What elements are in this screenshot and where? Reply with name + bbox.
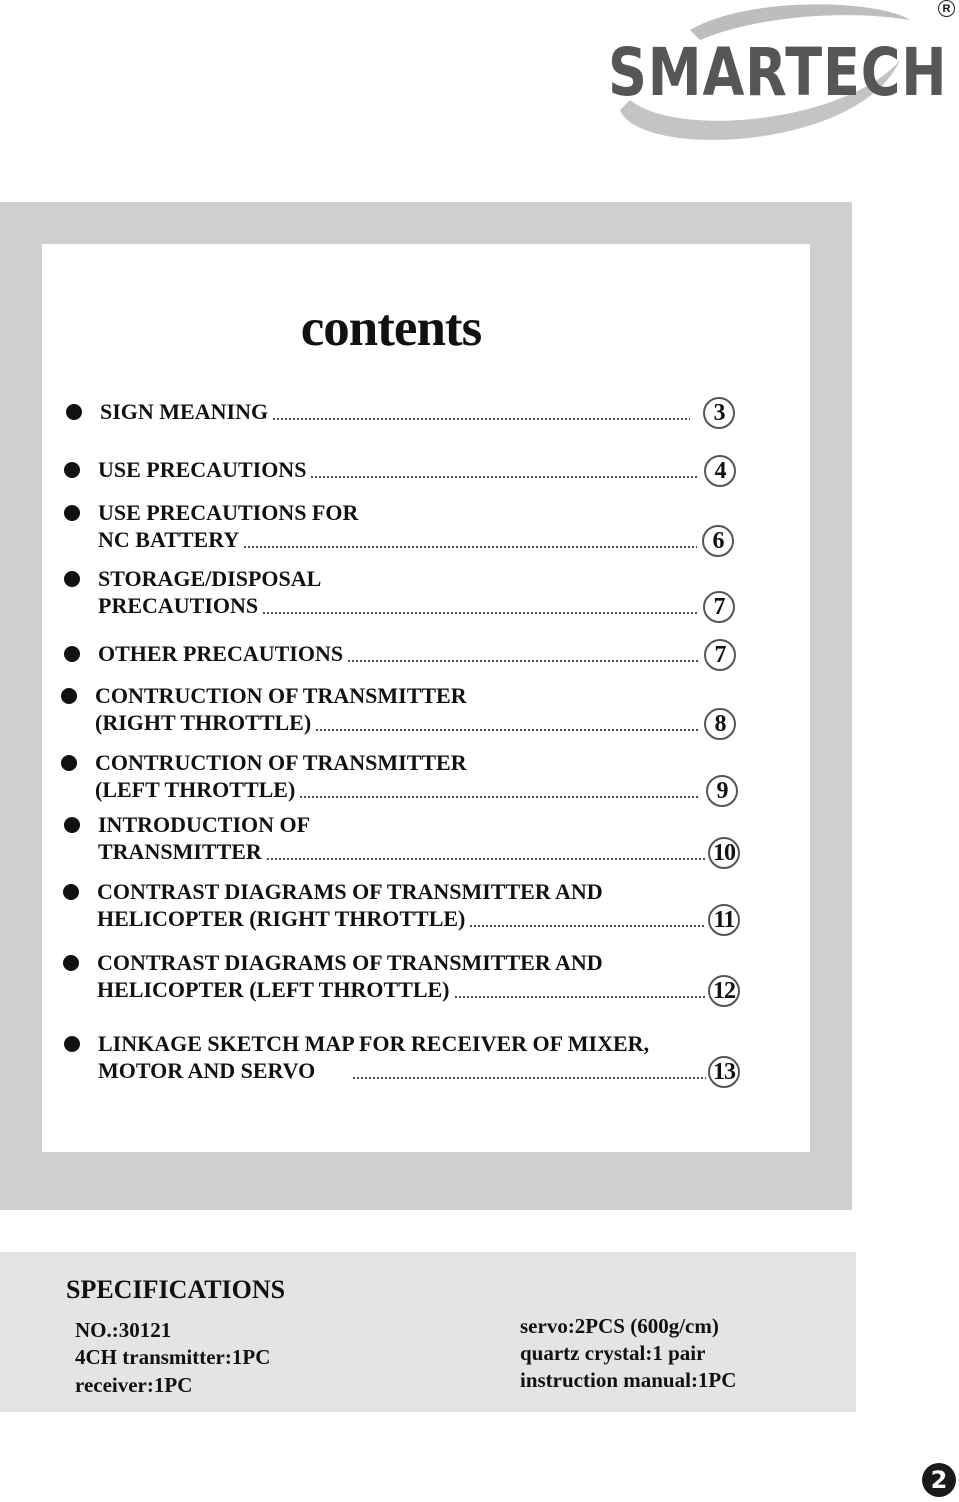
spec-item: servo:2PCS (600g/cm)	[520, 1314, 719, 1338]
toc-entry-text: (LEFT THROTTLE)	[95, 777, 296, 802]
bullet-icon	[63, 884, 79, 900]
toc-entry-text: TRANSMITTER	[98, 839, 262, 864]
toc-entry-text: HELICOPTER (RIGHT THROTTLE)	[97, 906, 466, 931]
bullet-icon	[64, 505, 80, 521]
toc-leader-dots	[266, 857, 706, 861]
smartech-logo	[600, 0, 948, 160]
toc-leader-dots	[299, 795, 700, 799]
toc-leader-dots	[310, 475, 697, 479]
spec-item: NO.:30121	[75, 1318, 172, 1342]
toc-entry-text: CONTRUCTION OF TRANSMITTER	[95, 683, 467, 708]
bullet-icon	[64, 1036, 80, 1052]
toc-leader-dots	[262, 611, 697, 615]
toc-page-number: 13	[708, 1056, 740, 1088]
toc-page-number: 7	[703, 591, 735, 623]
toc-page-number: 8	[704, 708, 736, 740]
toc-page-number: 4	[704, 455, 736, 487]
spec-item: quartz crystal:1 pair	[520, 1341, 706, 1365]
toc-entry-text: NC BATTERY	[98, 527, 240, 552]
toc-leader-dots	[315, 728, 700, 732]
bullet-icon	[61, 688, 77, 704]
toc-entry-text: USE PRECAUTIONS	[98, 457, 307, 482]
toc-page-number: 9	[706, 775, 738, 807]
toc-leader-dots	[347, 659, 700, 663]
toc-leader-dots	[243, 545, 697, 549]
page-number-badge: 2	[922, 1463, 956, 1497]
toc-leader-dots	[272, 417, 690, 421]
toc-leader-dots	[454, 995, 707, 999]
toc-entry-text: SIGN MEANING	[100, 399, 269, 424]
toc-entry-text: CONTRAST DIAGRAMS OF TRANSMITTER AND	[97, 950, 603, 975]
toc-entry-text: CONTRUCTION OF TRANSMITTER	[95, 750, 467, 775]
toc-entry-text: MOTOR AND SERVO	[98, 1058, 316, 1083]
toc-entry-text: STORAGE/DISPOSAL	[98, 566, 322, 591]
toc-page-number: 3	[703, 397, 735, 429]
contents-title: contents	[300, 299, 482, 357]
toc-page-number: 11	[708, 904, 740, 936]
toc-entry-text: HELICOPTER (LEFT THROTTLE)	[97, 977, 450, 1002]
bullet-icon	[61, 755, 77, 771]
toc-entry-text: CONTRAST DIAGRAMS OF TRANSMITTER AND	[97, 879, 603, 904]
toc-leader-dots	[352, 1076, 706, 1080]
logo-text: SMARTECH	[608, 34, 948, 111]
bullet-icon	[64, 817, 80, 833]
bullet-icon	[64, 571, 80, 587]
toc-entry-text: LINKAGE SKETCH MAP FOR RECEIVER OF MIXER,	[98, 1031, 650, 1056]
bullet-icon	[63, 955, 79, 971]
bullet-icon	[66, 404, 82, 420]
toc-entry-text: PRECAUTIONS	[98, 593, 259, 618]
toc-page-number: 12	[708, 975, 740, 1007]
spec-item: receiver:1PC	[75, 1373, 193, 1397]
spec-item: instruction manual:1PC	[520, 1368, 737, 1392]
toc-leader-dots	[469, 924, 706, 928]
toc-entry-text: USE PRECAUTIONS FOR	[98, 500, 359, 525]
specifications-title: SPECIFICATIONS	[66, 1275, 286, 1304]
registered-mark-icon: R	[938, 0, 955, 17]
toc-entry-text: (RIGHT THROTTLE)	[95, 710, 312, 735]
toc-entry-text: INTRODUCTION OF	[98, 812, 311, 837]
toc-entry-text: OTHER PRECAUTIONS	[98, 641, 344, 666]
spec-item: 4CH transmitter:1PC	[75, 1345, 271, 1369]
toc-page-number: 6	[702, 525, 734, 557]
bullet-icon	[64, 646, 80, 662]
toc-page-number: 10	[708, 837, 740, 869]
bullet-icon	[64, 462, 80, 478]
toc-page-number: 7	[704, 639, 736, 671]
